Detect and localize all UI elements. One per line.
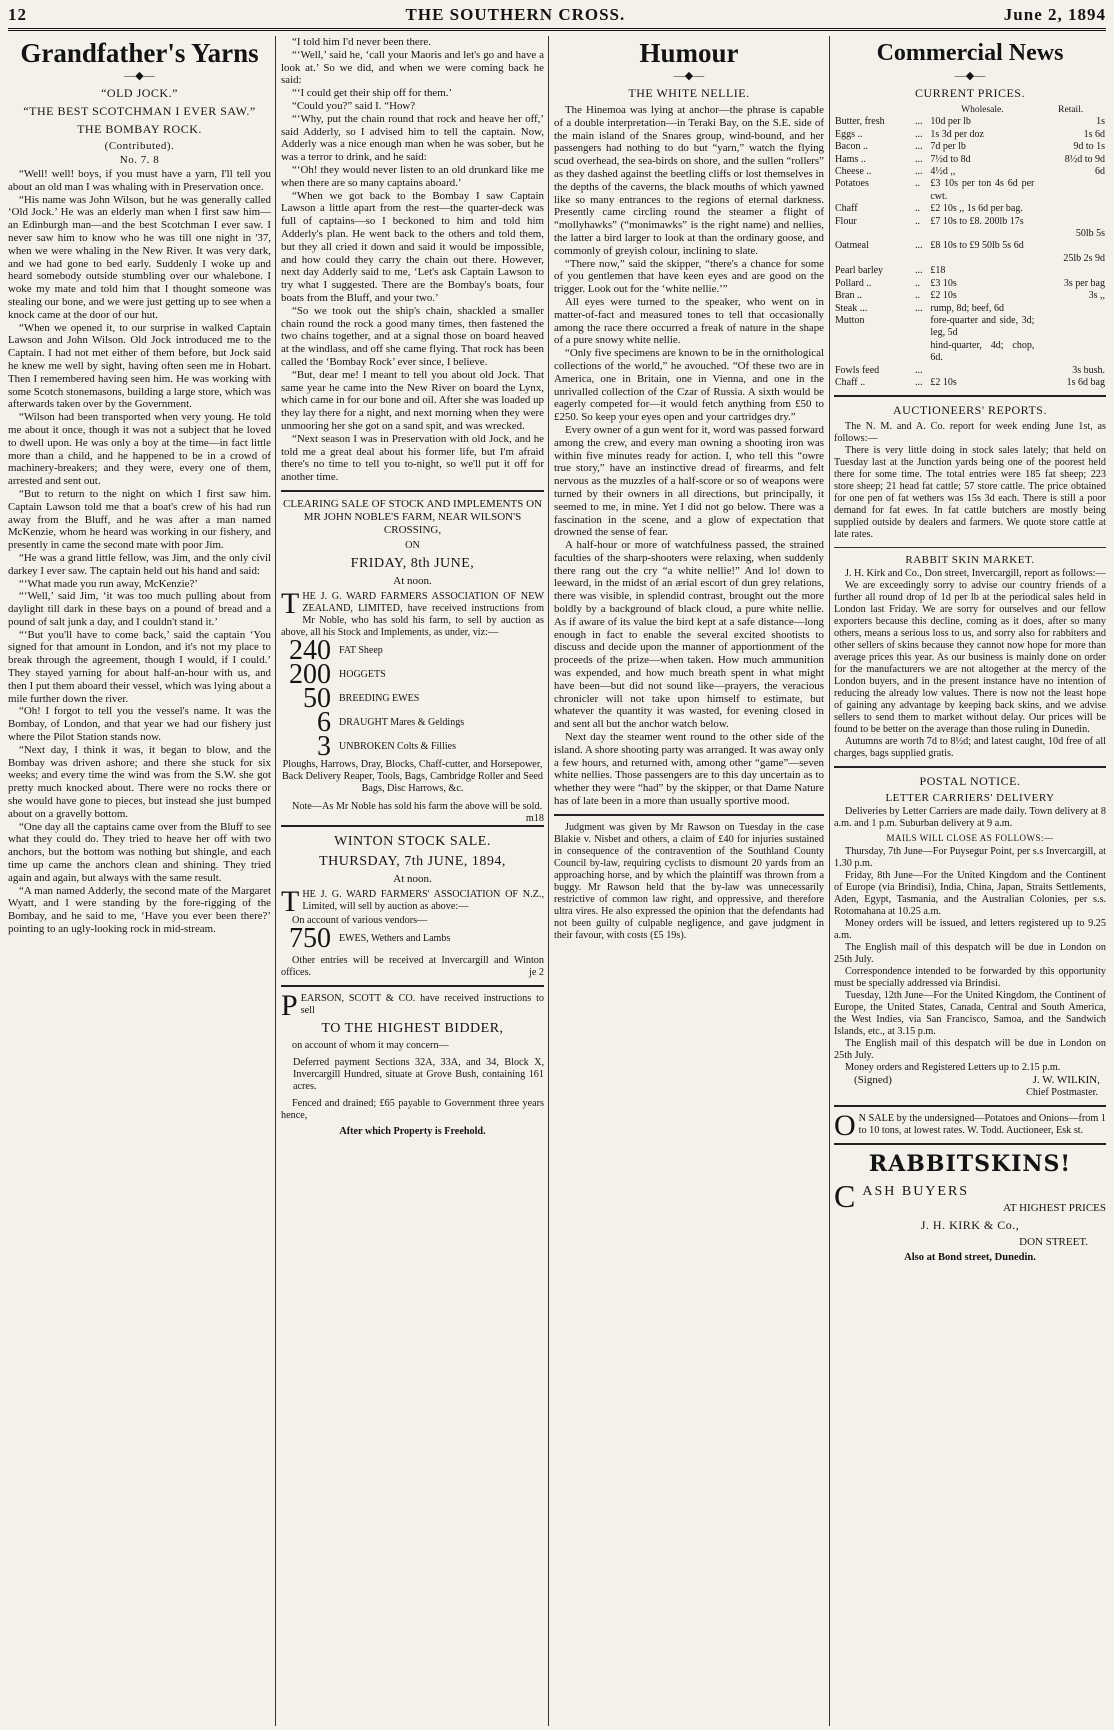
price-item: Chaff .. xyxy=(835,376,866,388)
price-item xyxy=(834,228,914,240)
price-item: Bacon .. xyxy=(835,141,869,153)
price-ws: hind-quarter, 4d; chop, 6d. xyxy=(930,339,1035,364)
price-ws: rump, 8d; beef, 6d xyxy=(930,302,1004,314)
current-prices-title: CURRENT PRICES. xyxy=(915,86,1025,100)
deliveries-text: Deliveries by Letter Carriers are made daily. Town delivery at 8 a.m. and 1 p.m. Suburban delivery at 9 a.m. xyxy=(834,806,1106,830)
yarns-subtitle: “THE BEST SCOTCHMAN I EVER SAW.” xyxy=(23,104,256,118)
price-rt xyxy=(1035,340,1106,365)
lot-description: DRAUGHT Mares & Geldings xyxy=(339,716,465,728)
humour-body xyxy=(554,104,824,808)
bond-street: Also at Bond street, Dunedin. xyxy=(904,1251,1036,1263)
price-rt xyxy=(1035,240,1106,252)
section-rule xyxy=(834,1143,1106,1145)
price-ws: 7d per lb xyxy=(930,141,966,153)
ornament-divider: —◆— xyxy=(124,70,155,82)
winton-entries: Other entries will be received at Invercargill and Winton offices. je 2 xyxy=(281,954,544,978)
price-dots xyxy=(914,253,929,265)
price-dots: ... xyxy=(915,240,923,252)
price-ws: £8 10s to £9 50lb 5s 6d xyxy=(930,240,1024,252)
column-rule xyxy=(275,36,276,1726)
yarns-paragraph: “One day all the captains came over from the Bluff to see what they could do. They tried to heave her off with two anchors, but the bottom was nothing but shingle, and each time up came the anchors clean and shining. They tried again and again, but always with the same result. xyxy=(8,820,271,884)
yarns-paragraph: “But, dear me! I meant to tell you about old Jock. That same year he came into the New River on board the Lynx, which came in for our bone and oil. After she was loaded up they lay there for a night, and next morning when they were unmooring her she got on a sand spit, and was wrecked. xyxy=(281,368,544,432)
yarns-paragraph: “‘I could get their ship off for them.’ xyxy=(292,87,453,100)
pearson-deferred: Deferred payment Sections 32A, 33A, and 34, Block X, Invercargill Hundred, situate at Grove Bush, containing 161 acres. xyxy=(293,1056,544,1092)
auctioneers-title: AUCTIONEERS' REPORTS. xyxy=(893,403,1047,418)
winton-time: At noon. xyxy=(393,872,432,885)
contributed-label: (Contributed). xyxy=(104,140,175,152)
price-dots: ... xyxy=(915,153,923,165)
price-ws: £2 10s ,, 1s 6d per bag. xyxy=(930,203,1023,215)
price-row xyxy=(834,340,1106,365)
price-ws: £7 10s to £8. 200lb 17s xyxy=(930,215,1024,227)
yarns-paragraph: “When we got back to the Bombay I saw Captain Lawson a little apart from the rest—the quarter-deck was full of captains—so I beckoned to him and told him Adderly's plan. He went back to the others and told them, but they all cried it down and said it would be impossible, and how could they carry the chain out there. However, next day Adderly said to me, ‘Let's ask Captain Lawson to try what I suggested. There are the Bombay's boats, four boats from the Bluff, and your two.’ xyxy=(281,189,544,304)
price-item: Steak ... xyxy=(835,302,868,314)
winton-title: WINTON STOCK SALE. xyxy=(334,833,491,849)
yarns-continued xyxy=(281,36,544,484)
price-rt xyxy=(1035,178,1106,203)
rabbit-prices: Autumns are worth 7d to 8½d; and latest caught, 10d free of all charges, bags supplied gratis. xyxy=(834,736,1106,760)
price-dots: ... xyxy=(915,166,923,178)
yarns-paragraph: “Wilson had been transported when very young. He told me about it once, though it was not a subject that he loved to dwell upon. He was only a boy at the time—in fact little more than a child, and he happened to be in a crowd of machinery-breakers; and they were, every one of them, arrested and sent out. xyxy=(8,411,271,488)
price-ws: 7½d to 8d xyxy=(930,153,971,165)
price-row xyxy=(834,154,1106,166)
column-humour xyxy=(554,36,824,1726)
clearing-date: FRIDAY, 8th JUNE, xyxy=(350,555,475,571)
onsale-ad: O N SALE by the undersigned—Potatoes and Onions—from 1 to 10 tons, at lowest rates. W. Todd. Auctioneer, Esk st. xyxy=(834,1109,1106,1143)
price-dots: .. xyxy=(915,277,920,289)
cash-buyers: ASH BUYERS xyxy=(862,1184,970,1200)
winton-sale-ad xyxy=(281,833,544,979)
price-rt xyxy=(1035,315,1106,340)
implements-list: Ploughs, Harrows, Dray, Blocks, Chaff-cutter, and Horsepower, Back Delivery Reaper, Tools, Bags, Cambridge Roller and Seed Bags, Disc Harrows, &c. xyxy=(282,758,543,794)
yarns-paragraph: “He was a grand little fellow, was Jim, and the only civil darkey I ever saw. The captain held out his hand and said: xyxy=(8,551,271,577)
mail-entry: Friday, 8th June—For the United Kingdom and the Continent of Europe (via Brindisi), India, China, Japan, Straits Settlements, Aden, Egypt, Tasmania, and the Australian Colonies, per s.s. Rotomahana at 10.25 a.m. xyxy=(834,870,1106,918)
price-item: Butter, fresh xyxy=(835,116,885,128)
ad-rule xyxy=(281,825,544,827)
commercial-headline: Commercial News xyxy=(876,40,1064,66)
price-dots: ... xyxy=(915,376,923,388)
price-row xyxy=(834,116,1106,128)
price-rt xyxy=(1035,265,1106,277)
yarns-paragraph: “Well! well! boys, if you must have a yarn, I'll tell you about an old man I was whaling with in Preservation once. xyxy=(8,168,271,193)
price-ws: £3 10s per ton 4s 6d per cwt. xyxy=(930,178,1035,202)
mails-close-label: MAILS WILL CLOSE AS FOLLOWS:— xyxy=(886,833,1054,844)
judgment-report: Judgment was given by Mr Rawson on Tuesday in the case Blakie v. Nisbet and others, a claim of £40 for injuries sustained in consequence of the contravention of the Southland County Council by-law, requiring cyclists to dismount 20 yards from an approaching horse, and by which the plaintiff was thrown from a buggy. Mr Rawson held that the by-law was unnecessarily restrictive of common law right, and oppressive, and therefore ultra vires. He also expressed the opinion that the defendants had not been guilty of culpable negligence, and gave judgment in their favour, with costs (£5 19s). xyxy=(554,821,824,941)
signed-label: (Signed) xyxy=(854,1074,892,1087)
ad-rule xyxy=(281,490,544,492)
highest-prices: AT HIGHEST PRICES xyxy=(1003,1202,1106,1215)
mail-entry: Money orders and Registered Letters up to 2.15 p.m. xyxy=(845,1062,1061,1074)
humour-paragraph: Next day the steamer went round to the other side of the island. A shore shooting party was arranged. It was away only a few hours, and returned with, among other “game”—seven white nellies. Those passengers are to this day uncertain as to whether they were “had” by the skipper, or that Dame Nature has of late been in a more than usually sportive mood. xyxy=(554,731,824,808)
article-rule xyxy=(554,814,824,816)
price-dots: ... xyxy=(915,265,923,277)
humour-paragraph: All eyes were turned to the speaker, who went on in matter-of-fact and measured tones to tell that occasionally among the race there occurred a freak of nature in the shape of a pure snowy white nellie. xyxy=(554,295,824,347)
price-row xyxy=(834,203,1106,215)
drop-cap: T xyxy=(281,586,300,620)
stock-lot xyxy=(281,730,544,762)
price-item: Flour xyxy=(835,215,857,227)
prices-table xyxy=(834,104,1106,389)
yarns-paragraph: “‘Well,’ said he, ‘call your Maoris and let's go and have a look at.’ So we did, and when we were coming back he said: xyxy=(281,48,544,87)
price-row xyxy=(834,290,1106,302)
lot-count: 240 xyxy=(289,634,331,666)
stock-lots xyxy=(281,634,544,762)
pearson-bidder: TO THE HIGHEST BIDDER, xyxy=(321,1020,504,1036)
price-dots xyxy=(914,228,929,240)
price-ws: 4½d ,, xyxy=(930,166,956,178)
kirk-name: J. H. KIRK & Co., xyxy=(920,1217,1020,1232)
ornament-divider: —◆— xyxy=(954,70,986,82)
price-rt: 9d to 1s xyxy=(1073,141,1105,153)
price-dots xyxy=(914,315,929,340)
mail-entry: The English mail of this despatch will be due in London on 25th July. xyxy=(834,942,1106,966)
price-row xyxy=(834,228,1106,240)
humour-paragraph: “Only five specimens are known to be in the ornithological collections of the world,” he avouched. “Of these two are in America, one in Britain, one in Vienna, and one in the unrivalled collection of the Czar of Russia. A sixth would be eagerly competed for—it would fetch anything from £50 to £250. So keep your eyes open and your cartridges dry.” xyxy=(554,347,824,424)
price-dots: ... xyxy=(915,364,923,376)
price-item: Potatoes xyxy=(835,178,869,190)
yarns-paragraph: “His name was John Wilson, but he was generally called ‘Old Jock.’ He was an elderly man when I first saw him—an Edinburgh man—and the best Scotchman I ever saw. I never saw him to know who he was till one night in '37, when we were whaling in the New River. It was very dark, and we had gone to bed early. Suddenly I woke up and heard somebody outside stumbling over our whalebone. I woke my mate and told him that I thought someone was stealing our bone, and we were just getting up to see when a knock came at the door of our hut. xyxy=(8,193,271,321)
yarns-paragraph: “Next season I was in Preservation with old Jock, and he told me a great deal about his former life, but I'm afraid there's no time to tell you to-night, so we'll put it off for another time. xyxy=(281,432,544,484)
price-row xyxy=(834,303,1106,315)
price-rt xyxy=(1035,303,1106,315)
price-item: Bran .. xyxy=(835,290,862,302)
price-dots: .. xyxy=(915,215,920,227)
yarns-paragraph: “‘What made you run away, McKenzie?’ xyxy=(19,577,198,590)
humour-paragraph: “There now,” said the skipper, “there's a chance for some of you gentlemen that have keen eyes and are good on the trigger. Look out for the ‘white nellie.’” xyxy=(554,257,824,296)
section-rule xyxy=(834,1105,1106,1107)
winton-body: THE J. G. WARD FARMERS' ASSOCIATION OF N.Z., Limited, will sell by auction as above:— xyxy=(281,884,544,918)
price-dots: .. xyxy=(915,203,920,215)
humour-headline: Humour xyxy=(639,38,739,68)
story-number: No. 7. 8 xyxy=(119,154,160,166)
cash-buyers-ad xyxy=(834,1178,1106,1215)
price-ws: £3 10s xyxy=(930,277,957,289)
pearson-account: on account of whom it may concern— xyxy=(292,1039,449,1051)
lot-description: FAT Sheep xyxy=(339,644,383,656)
price-dots: ... xyxy=(915,141,923,153)
price-rt: 3s ,, xyxy=(1088,290,1105,302)
pearson-after: After which Property is Freehold. xyxy=(339,1125,486,1137)
signature-block xyxy=(834,1074,1106,1087)
yarns-paragraph: “‘Oh! they would never listen to an old drunkard like me when there are so many captains aboard.’ xyxy=(281,163,544,189)
price-row xyxy=(834,216,1106,228)
price-item: Eggs .. xyxy=(835,128,863,140)
masthead xyxy=(8,4,1106,26)
drop-cap: O xyxy=(834,1109,856,1143)
price-row xyxy=(834,240,1106,252)
price-row xyxy=(834,178,1106,203)
yarns-paragraph: “A man named Adderly, the second mate of the Margaret Wyatt, and I were standing by the fore-rigging of the Bombay, and he said to me, ‘Have you ever been there?’ pointing to an ugly-looking rock in mid-stream. xyxy=(8,884,271,936)
mail-entry: Tuesday, 12th June—For the United Kingdom, the Continent of Europe, the United States, Canada, Central and South America, the West Indies, via San Francisco, Samoa, and the Sandwich Islands, etc., at 3.15 p.m. xyxy=(834,990,1106,1038)
column-ads xyxy=(281,36,544,1726)
lot-description: HOGGETS xyxy=(339,668,386,680)
price-item: Pollard .. xyxy=(835,277,872,289)
drop-cap: T xyxy=(281,884,300,918)
price-dots: .. xyxy=(915,290,920,302)
price-dots: .. xyxy=(915,178,920,190)
prices-header xyxy=(834,104,1106,116)
lot-count: 3 xyxy=(317,730,331,762)
section-rule xyxy=(834,395,1106,397)
clearing-note: Note—As Mr Noble has sold his farm the above will be sold. m18 xyxy=(292,800,544,824)
letter-carriers-title: LETTER CARRIERS' DELIVERY xyxy=(885,792,1055,805)
price-ws: £2 10s xyxy=(930,376,957,388)
price-ws: £18 xyxy=(930,265,946,277)
lot-description: BREEDING EWES xyxy=(339,692,420,704)
retail-header: Retail. xyxy=(1058,105,1084,115)
newspaper-title: THE SOUTHERN CROSS. xyxy=(405,5,626,24)
mail-entry: Thursday, 7th June—For Puysegur Point, per s.s Invercargill, at 1.30 p.m. xyxy=(834,846,1106,870)
price-rt: 1s xyxy=(1096,116,1105,128)
price-item xyxy=(834,253,914,265)
price-item: Oatmeal xyxy=(835,240,869,252)
price-item: Chaff xyxy=(835,203,858,215)
yarns-paragraph: “So we took out the ship's chain, shackled a smaller chain round the rock a good many times, then fastened the two chains together, and at a signal those on board heaved at the windlass, and off she came flying. That rock has been called the ‘Bombay Rock’ ever since, I believe. xyxy=(281,304,544,368)
price-item: Fowls feed xyxy=(835,364,880,376)
humour-subtitle: THE WHITE NELLIE. xyxy=(628,86,750,100)
yarns-paragraph: “‘Why, put the chain round that rock and heave her off,’ said Adderly, so I advised him to tell the captain. Now, Adderly was a nice enough man when he was sober, but he was a terror to drink, and he said: xyxy=(281,112,544,164)
yarns-paragraph: “I told him I'd never been there. xyxy=(292,36,431,48)
yarns-body xyxy=(8,168,271,936)
price-ws: fore-quarter and side, 3d; leg, 5d xyxy=(930,314,1035,339)
price-rt: 25lb 2s 9d xyxy=(1063,252,1105,264)
price-item: Mutton xyxy=(835,314,865,326)
ornament-divider: —◆— xyxy=(673,70,705,82)
auctioneers-report: There is very little doing in stock sales lately; that held on Tuesday last at the Junction yards being one of the poorest held there for some time. The total entries were 185 fat sheep; 223 store sheep; 21 head fat cattle; 57 store cattle. The price obtained for one pen of fat wethers was 15s 3d each. There is still a poor demand for fat ewes. In fat cattle butchers are mostly being supplied outside by dealers and farmers. We quote store cattle at late rates. xyxy=(834,445,1106,541)
clearing-sale-ad xyxy=(281,497,544,824)
mail-entry: The English mail of this despatch will be due in London on 25th July. xyxy=(834,1038,1106,1062)
page-number: 12 xyxy=(8,5,27,24)
column-rule xyxy=(548,36,549,1726)
price-row xyxy=(834,315,1106,340)
masthead-rule xyxy=(8,28,1106,31)
lot-description: UNBROKEN Colts & Fillies xyxy=(339,740,456,752)
price-row xyxy=(834,377,1106,389)
humour-paragraph: Every owner of a gun went for it, word was passed forward among the crew, and every man owning a shooting iron was within five minutes ready for action. I, who tell this “owre true story,” have an instinctive dread of firearms, and felt nervous as the muzzles of a half-score or so of weapons were turned by their owners in all directions, but principally, it seemed to me, in mine. Yet I did not go below. There was a fascination in the scene, and a glow of expectation that drowned the sense of fear. xyxy=(554,423,824,539)
price-ws: 10d per lb xyxy=(930,116,971,128)
yarns-paragraph: “But to return to the night on which I first saw him. Captain Lawson told me that a boat's crew of his had run away from the Bluff, and he was after a man named McKenzie, whom he heard was working in our fishery, and presently in came the second mate with poor Jim. xyxy=(8,487,271,552)
yarns-paragraph: “Oh! I forgot to tell you the vessel's name. It was the Bombay, of London, and that year we had our fishery just where the Pilot Station stands now. xyxy=(8,705,271,744)
winton-lot xyxy=(281,922,544,954)
drop-cap: P xyxy=(281,988,298,1022)
yarns-paragraph: “‘But you'll have to come back,’ said the captain ‘You signed for that amount in London, and it's not my place to break through the agreement, though I would, if I could.’ They stayed yarning for about half-an-hour with us, and then I put them aboard their vessel, which was lying about a mile further down the river. xyxy=(8,628,271,705)
signer-name: J. W. WILKIN, xyxy=(1032,1074,1100,1087)
yarns-paragraph: “‘Well,’ said Jim, ‘it was too much pulling about from daylight till dark in these bays on a pound of bread and a pound of salt junk a day, and I couldn't stand it.’ xyxy=(8,590,271,628)
lot-count: 6 xyxy=(317,706,331,738)
winton-date: THURSDAY, 7th JUNE, 1894, xyxy=(319,853,506,869)
rabbit-report: We are exceedingly sorry to advise our country friends of a further all round drop of 1d per lb at the periodical sales held in London last Friday. We are sorry for ourselves and our fellow exporters because this decline, coming as it does, after so many others, means a serious loss to us, and sorry also for rabbiters and other sellers of skins because they cannot now hope for more than average prices this year. As our business is mainly done on order for the manufacturers we are not altogether at the mercy of the London buyers, and in the present instance have no intention of reducing the already low values. There is now not the least hope of gaining any advantage by keeping back skins, and we advise sellers to send them to market without delay. Our prices will be found to be better on the average than those ruling in Dunedin. xyxy=(834,580,1106,736)
yarns-headline: Grandfather's Yarns xyxy=(20,38,259,68)
mail-entry: Correspondence intended to be forwarded by this opportunity must be specially addressed via Brindisi. xyxy=(834,966,1106,990)
section-rule xyxy=(834,766,1106,768)
postal-notice-title: POSTAL NOTICE. xyxy=(919,774,1021,789)
price-item: Cheese .. xyxy=(835,166,872,178)
price-rt: 1s 6d bag xyxy=(1066,376,1105,388)
price-ws xyxy=(929,365,1035,377)
price-item xyxy=(834,340,914,365)
yarns-subtitle: THE BOMBAY ROCK. xyxy=(77,122,202,136)
price-row xyxy=(834,166,1106,178)
price-rt: 50lb 5s xyxy=(1075,228,1105,240)
price-dots: ... xyxy=(915,302,923,314)
price-rt xyxy=(1035,203,1106,215)
price-rt: 6d xyxy=(1095,166,1105,178)
mail-entry: Money orders will be issued, and letters registered up to 9.25 a.m. xyxy=(834,918,1106,942)
price-row xyxy=(834,265,1106,277)
signer-title: Chief Postmaster. xyxy=(1026,1087,1098,1099)
ad-rule xyxy=(281,985,544,987)
price-ws: £2 10s xyxy=(930,290,957,302)
price-rt xyxy=(1035,216,1106,228)
clearing-title: CLEARING SALE OF STOCK AND IMPLEMENTS ON MR JOHN NOBLE'S FARM, NEAR WILSON'S CROSSING, xyxy=(283,497,542,536)
yarns-paragraph: “When we opened it, to our surprise in walked Captain Lawson and John Wilson. Old Jock introduced me to the Captain. I had not met either of them before, but Jock said he knew me well by sight, having often seen me in Hobart. Then I remembered having seen him. He was working with some Scotch stonemasons, building a large store, which was afterwards taken over by the Government. xyxy=(8,321,271,411)
price-rt: 3s per bag xyxy=(1063,277,1105,289)
lot-count: 200 xyxy=(289,658,331,690)
column-commercial xyxy=(834,36,1106,1726)
don-street: DON STREET. xyxy=(1019,1235,1088,1248)
wholesale-header: Wholesale. xyxy=(961,105,1004,115)
clearing-time: At noon. xyxy=(393,574,432,587)
column-rule xyxy=(829,36,830,1726)
price-ws xyxy=(929,228,1035,240)
price-row xyxy=(834,141,1106,153)
yarns-paragraph: “Could you?” said I. “How? xyxy=(292,99,416,112)
rabbit-market-title: RABBIT SKIN MARKET. xyxy=(905,554,1035,567)
rabbit-intro: J. H. Kirk and Co., Don street, Invercargill, report as follows:— xyxy=(845,568,1106,580)
price-row xyxy=(834,365,1106,377)
lot-description: EWES, Wethers and Lambs xyxy=(339,932,451,944)
yarns-subtitle: “OLD JOCK.” xyxy=(101,86,178,100)
humour-paragraph: The Hinemoa was lying at anchor—the phrase is capable of a double interpretation—in Teraki Bay, on the S.E. side of the main island of the Snares group, wind-bound, and her passengers had nothing to do but “yarn,” watch the flying scud overhead, the sea-birds on shore, and the sullen “rollers” as they dashed against the beetling cliffs or lost themselves in the depths of the caverns, the black mouths of which yawned like so many entrances to the regions of eternal darkness. Presently came circling round the steamer a flight of “mollyhawks” (“monimawks” is the right name) and nellies, the latter a bird larger to look at than the ordinary goose, and commonly of greyish colour, inclining to slate. xyxy=(554,104,824,257)
humour-paragraph: A half-hour or more of watchfulness passed, the strained faculties of the sharp-shooters were relaxing, when suddenly there rang out the cry “a white nellie!” And lo! down to leeward, in the midst of an ærial escort of dun grey relations, there was visible, in splendid contrast, brought out the more boldly by a background of black cloud, a pure white nellie. As if aware of its value the bird kept at a safe distance—long enough in fact to enable the several excited shootists to discuss and decide upon the manner of apportionment of the proceeds of the prize—when taken. How much ammunition was expended, and how much breath spent in what might have been—but did not sound like—prayers, the veracious chronicler will not take upon himself to estimate, but whatever the quantity it was wasted, for evening closed in and sent all but the anchor watch below. xyxy=(554,539,824,731)
price-dots xyxy=(914,340,929,365)
price-rt: 1s 6d xyxy=(1083,128,1105,140)
pearson-fenced: Fenced and drained; £65 payable to Government three years hence, xyxy=(281,1097,544,1121)
clearing-body: THE J. G. WARD FARMERS ASSOCIATION OF NEW ZEALAND, LIMITED, have received instructions from Mr Noble, who has sold his farm, to sell by auction as above, all his Stock and Implements, as under, viz:— xyxy=(281,586,544,638)
price-dots: ... xyxy=(915,128,923,140)
section-rule xyxy=(834,547,1106,548)
price-item: Hams .. xyxy=(835,153,866,165)
lot-count: 750 xyxy=(289,922,331,954)
price-row xyxy=(834,129,1106,141)
winton-account: On account of various vendors— xyxy=(292,914,428,926)
mail-schedule xyxy=(834,846,1106,1074)
auctioneers-intro: The N. M. and A. Co. report for week ending June 1st, as follows:— xyxy=(834,421,1106,445)
pearson-sale-ad xyxy=(281,988,544,1138)
price-item: Pearl barley xyxy=(835,265,884,277)
drop-cap: C xyxy=(834,1178,856,1215)
lot-count: 50 xyxy=(303,682,331,714)
price-rt: 3s bush. xyxy=(1072,364,1105,376)
rabbitskins-headline: RABBITSKINS! xyxy=(868,1151,1072,1178)
price-dots: ... xyxy=(915,116,923,128)
price-ws: 1s 3d per doz xyxy=(930,128,984,140)
price-row xyxy=(834,253,1106,265)
column-yarns xyxy=(8,36,271,1726)
issue-date: June 2, 1894 xyxy=(1003,5,1106,24)
price-rt: 8½d to 9d xyxy=(1064,153,1105,165)
pearson-body: PEARSON, SCOTT & CO. have received instructions to sell xyxy=(281,988,544,1022)
yarns-paragraph: “Next day, I think it was, it began to blow, and the Bombay was driven ashore; and there she stuck for six weeks; and every time the wind was from the S.W. she got pretty much knocked about. There were no rocks there or she would have gone to pieces, but instead she just bumped about on a gravelly bottom. xyxy=(8,743,271,820)
price-row xyxy=(834,278,1106,290)
price-ws xyxy=(929,253,1035,265)
clearing-on: ON xyxy=(405,539,420,551)
